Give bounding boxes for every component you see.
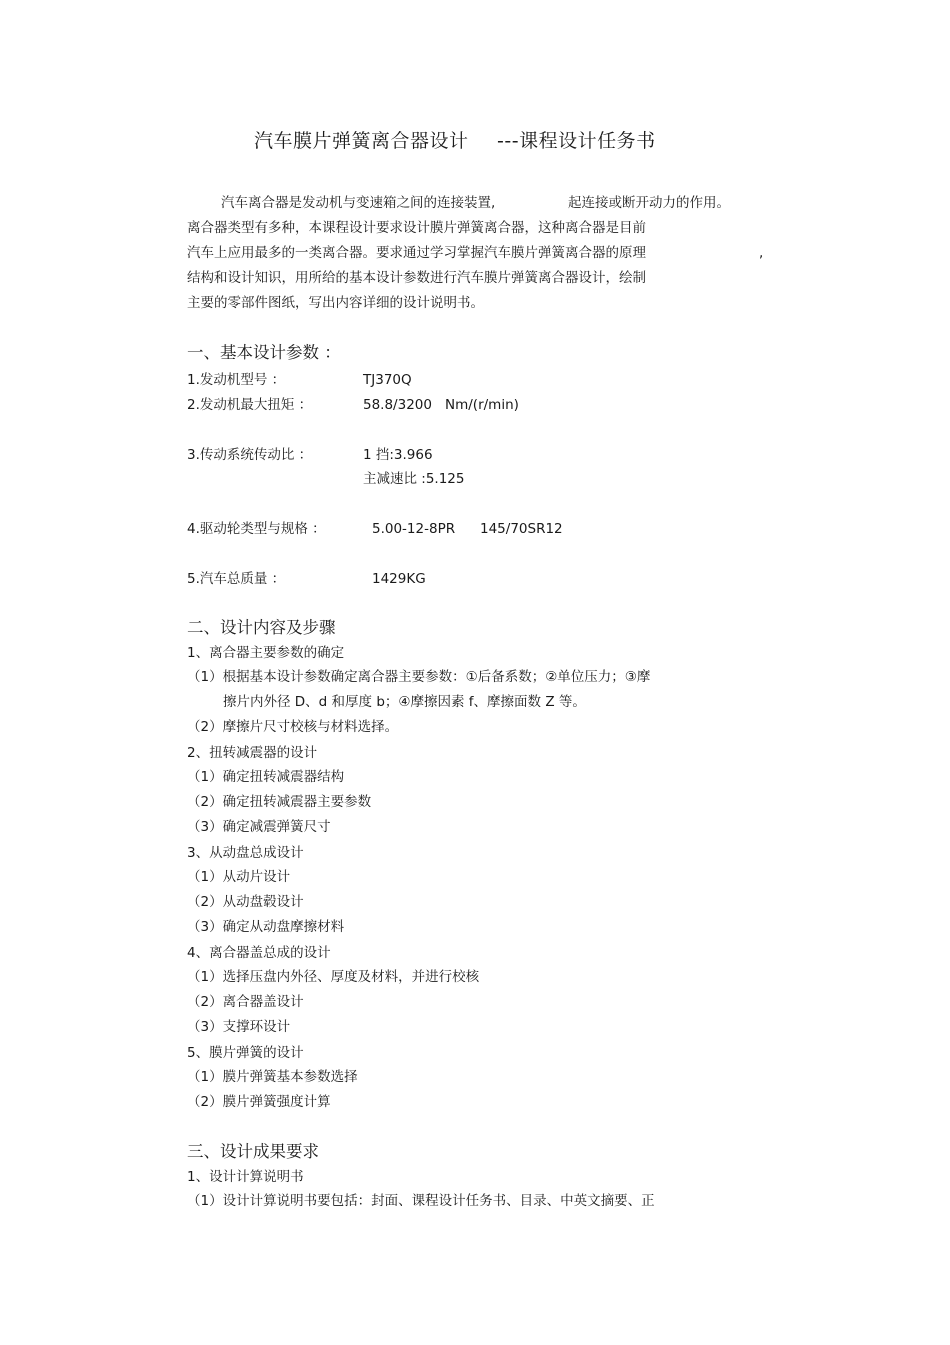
section2-sub-3-item-2: （2）从动盘毂设计 (187, 894, 304, 910)
section2-sub-3-item-3: （3）确定从动盘摩擦材料 (187, 919, 345, 935)
section2-sub-1-item-2: （2）摩擦片尺寸校核与材料选择。 (187, 719, 399, 735)
section2-sub-3: 3、从动盘总成设计 (187, 845, 304, 861)
intro-line-5: 主要的零部件图纸，写出内容详细的设计说明书。 (187, 295, 484, 311)
param-1-label: 1.发动机型号 ： (187, 372, 286, 388)
section3-sub-1: 1、设计计算说明书 (187, 1169, 304, 1185)
section2-sub-1: 1、离合器主要参数的确定 (187, 645, 345, 661)
param-3-value-1: 1 挡:3.966 (363, 447, 433, 463)
param-4-value-1: 5.00-12-8PR (372, 521, 456, 537)
section3-heading: 三、设计成果要求 (187, 1142, 319, 1161)
section2-sub-2-item-2: （2）确定扭转减震器主要参数 (187, 794, 372, 810)
section2-sub-2-item-3: （3）确定减震弹簧尺寸 (187, 819, 331, 835)
intro-line-1b: 起连接或断开动力的作用。 (568, 195, 730, 211)
param-5-value: 1429KG (372, 571, 426, 587)
param-2-value: 58.8/3200 (363, 397, 432, 413)
section2-sub-5-item-2: （2）膜片弹簧强度计算 (187, 1094, 331, 1110)
param-4-value-2: 145/70SR12 (480, 521, 563, 537)
section1-heading: 一、基本设计参数 ： (187, 343, 341, 362)
section2-heading: 二、设计内容及步骤 (187, 618, 336, 637)
section2-sub-1-item-1-line-2: 擦片内外径 D、d 和厚度 b；④摩擦因素 f、摩擦面数 Z 等。 (223, 694, 586, 710)
intro-line-2: 离合器类型有多种，本课程设计要求设计膜片弹簧离合器，这种离合器是目前 (187, 220, 646, 236)
section2-sub-4-item-3: （3）支撑环设计 (187, 1019, 291, 1035)
param-5-label: 5.汽车总质量 ： (187, 571, 286, 587)
section2-sub-5-item-1: （1）膜片弹簧基本参数选择 (187, 1069, 358, 1085)
param-3-label: 3.传动系统传动比 ： (187, 447, 313, 463)
intro-line-3: 汽车上应用最多的一类离合器。要求通过学习掌握汽车膜片弹簧离合器的原理 (187, 245, 646, 261)
section2-sub-3-item-1: （1）从动片设计 (187, 869, 291, 885)
param-4-label: 4.驱动轮类型与规格 ： (187, 521, 326, 537)
section2-sub-4-item-2: （2）离合器盖设计 (187, 994, 304, 1010)
document-title: 汽车膜片弹簧离合器设计 (254, 130, 469, 152)
param-2-label: 2.发动机最大扭矩 ： (187, 397, 313, 413)
section2-sub-4-item-1: （1）选择压盘内外径、厚度及材料，并进行校核 (187, 969, 480, 985)
section2-sub-2-item-1: （1）确定扭转减震器结构 (187, 769, 345, 785)
intro-line-3-comma: , (759, 245, 764, 261)
section2-sub-1-item-1-line-1: （1）根据基本设计参数确定离合器主要参数：①后备系数；②单位压力；③摩 (187, 669, 651, 685)
param-2-unit: Nm/(r/min) (445, 397, 519, 413)
section2-sub-5: 5、膜片弹簧的设计 (187, 1045, 304, 1061)
document-title-suffix: ---课程设计任务书 (497, 130, 656, 152)
intro-line-4: 结构和设计知识，用所给的基本设计参数进行汽车膜片弹簧离合器设计，绘制 (187, 270, 646, 286)
param-1-value: TJ370Q (363, 372, 412, 388)
section2-sub-4: 4、离合器盖总成的设计 (187, 945, 331, 961)
section3-sub-1-item-1: （1）设计计算说明书要包括：封面、课程设计任务书、目录、中英文摘要、正 (187, 1193, 655, 1209)
intro-line-1a: 汽车离合器是发动机与变速箱之间的连接装置, (221, 195, 496, 211)
param-3-value-2: 主减速比 :5.125 (363, 471, 465, 487)
section2-sub-2: 2、扭转减震器的设计 (187, 745, 318, 761)
